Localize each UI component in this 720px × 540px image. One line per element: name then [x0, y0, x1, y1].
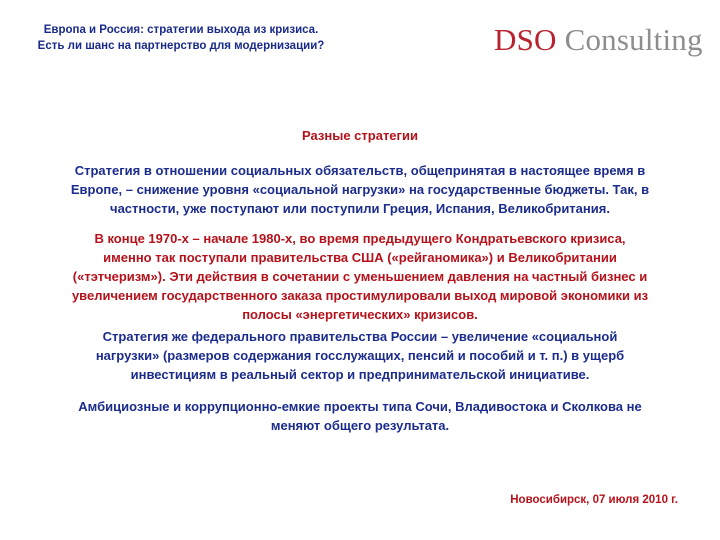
section-title: Разные стратегии — [302, 128, 418, 143]
paragraph-line: частности, уже поступают или поступили Греция, Испания, Великобритания. — [110, 201, 610, 216]
paragraph-line: Амбициозные и коррупционно-емкие проекты типа Сочи, Владивостока и Сколкова не — [78, 399, 642, 414]
paragraph-projects — [30, 397, 690, 435]
company-logo — [494, 20, 703, 60]
logo-mark: DSO — [494, 22, 557, 57]
paragraph-line: увеличением государственного заказа простимулировали выход мировой экономики из — [71, 288, 649, 303]
logo-word: Consulting — [564, 22, 703, 57]
presentation-title — [16, 22, 346, 54]
paragraph-line: инвестициям в реальный сектор и предпринимательской инициативе. — [130, 367, 590, 382]
paragraph-line: Стратегия же федерального правительства России – увеличение «социальной — [102, 329, 618, 344]
paragraph-line: В конце 1970-х – начале 1980-х, во время предыдущего Кондратьевского кризиса, — [94, 231, 626, 246]
paragraph-line: именно так поступали правительства США («рейганомика») и Великобритании — [103, 250, 617, 265]
paragraph-line: нагрузки» (размеров содержания госслужащих, пенсий и пособий и т. п.) в ущерб — [95, 348, 625, 363]
paragraph-line: Стратегия в отношении социальных обязательств, общепринятая в настоящее время в — [74, 163, 646, 178]
paragraph-line: меняют общего результата. — [270, 418, 450, 433]
paragraph-historical-precedent — [30, 229, 690, 324]
presentation-title-line-2: Есть ли шанс на партнерство для модернизации? — [37, 40, 325, 52]
paragraph-line: полосы «энергетических» кризисов. — [242, 307, 478, 322]
paragraph-europe-strategy — [30, 161, 690, 218]
paragraph-russia-strategy — [30, 327, 690, 384]
paragraph-line: («тэтчеризм»). Эти действия в сочетании с уменьшением давления на частный бизнес и — [72, 269, 648, 284]
presentation-title-line-1: Европа и Россия: стратегии выхода из кризиса. — [43, 24, 319, 36]
location-date: Новосибирск, 07 июля 2010 г. — [510, 494, 678, 506]
paragraph-line: Европе, – снижение уровня «социальной нагрузки» на государственные бюджеты. Так, в — [70, 182, 650, 197]
